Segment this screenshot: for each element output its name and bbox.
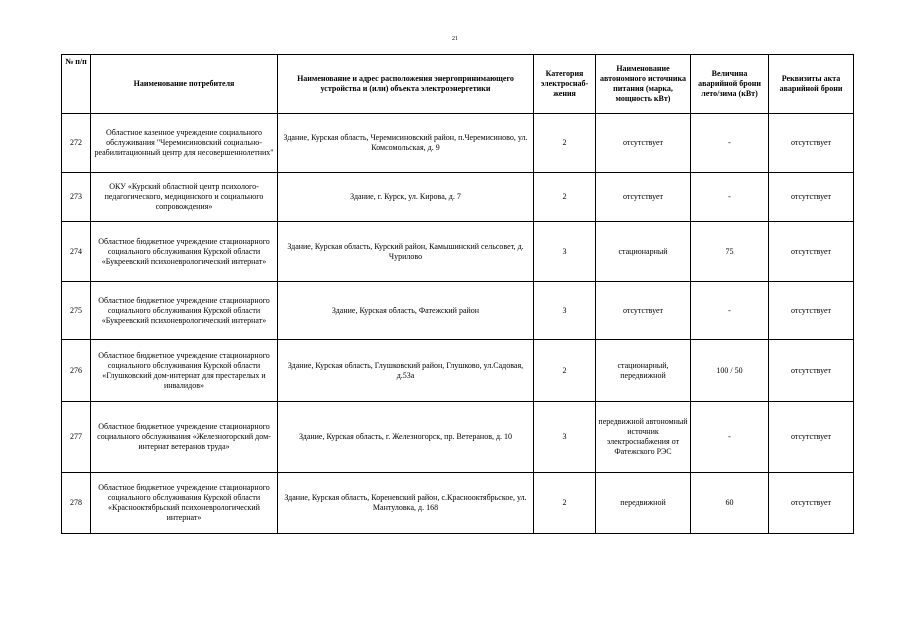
- cell-consumer: Областное бюджетное учреждение стационарного социального обслуживания Курской области «Букреевский психоневрологический интернат»: [91, 282, 278, 340]
- cell-category: 2: [534, 114, 596, 173]
- cell-category: 3: [534, 282, 596, 340]
- cell-num: 277: [62, 402, 91, 473]
- cell-source: отсутствует: [596, 282, 691, 340]
- cell-address: Здание, Курская область, Курский район, Камышинский сельсовет, д. Чурилово: [278, 222, 534, 282]
- cell-num: 275: [62, 282, 91, 340]
- table-row: [62, 114, 854, 173]
- cell-source: отсутствует: [596, 173, 691, 222]
- cell-num: 274: [62, 222, 91, 282]
- page-number: 21: [452, 36, 458, 42]
- cell-address: Здание, Курская область, Кореневский район, с.Краснооктябрьское, ул. Мантуловка, д. 168: [278, 473, 534, 534]
- header-consumer: Наименование потребителя: [91, 55, 278, 114]
- header-details: Реквизиты акта аварийной брони: [769, 55, 854, 114]
- cell-address: Здание, Курская область, г. Железногорск, пр. Ветеранов, д. 10: [278, 402, 534, 473]
- cell-consumer: Областное бюджетное учреждение стационарного социального обслуживания Курской области «Краснооктябрьский психоневрологический интернат»: [91, 473, 278, 534]
- cell-power: -: [691, 282, 769, 340]
- cell-num: 272: [62, 114, 91, 173]
- cell-num: 273: [62, 173, 91, 222]
- cell-category: 2: [534, 473, 596, 534]
- cell-power: -: [691, 402, 769, 473]
- cell-power: -: [691, 173, 769, 222]
- cell-details: отсутствует: [769, 402, 854, 473]
- table-row: [62, 473, 854, 534]
- emergency-power-table: [61, 54, 854, 534]
- cell-category: 2: [534, 173, 596, 222]
- header-source: Наименование автономного источника питания (марка, мощность кВт): [596, 55, 691, 114]
- cell-source: стационарный: [596, 222, 691, 282]
- table-row: [62, 173, 854, 222]
- cell-details: отсутствует: [769, 473, 854, 534]
- cell-source: передвижной автономный источник электроснабжения от Фатежского РЭС: [596, 402, 691, 473]
- table-row: [62, 222, 854, 282]
- cell-power: 100 / 50: [691, 340, 769, 402]
- cell-power: -: [691, 114, 769, 173]
- cell-details: отсутствует: [769, 340, 854, 402]
- table-row: [62, 402, 854, 473]
- table-header-row: [62, 55, 854, 114]
- cell-category: 3: [534, 222, 596, 282]
- cell-source: передвижной: [596, 473, 691, 534]
- cell-details: отсутствует: [769, 222, 854, 282]
- header-power: Величина аварийной брони лето/зима (кВт): [691, 55, 769, 114]
- cell-category: 2: [534, 340, 596, 402]
- cell-address: Здание, г. Курск, ул. Кирова, д. 7: [278, 173, 534, 222]
- cell-details: отсутствует: [769, 173, 854, 222]
- cell-source: стационарный, передвижной: [596, 340, 691, 402]
- cell-num: 276: [62, 340, 91, 402]
- cell-power: 75: [691, 222, 769, 282]
- cell-address: Здание, Курская область, Глушковский район, Глушково, ул.Садовая, д.53а: [278, 340, 534, 402]
- cell-consumer: Областное казенное учреждение социального обслуживания "Черемисиновский социально-реабилитационный центр для несовершеннолетних": [91, 114, 278, 173]
- table-row: [62, 282, 854, 340]
- cell-address: Здание, Курская область, Черемисиновский район, п.Черемисиново, ул. Комсомольская, д. 9: [278, 114, 534, 173]
- cell-details: отсутствует: [769, 282, 854, 340]
- table-row: [62, 340, 854, 402]
- cell-consumer: Областное бюджетное учреждение стационарного социального обслуживания «Железногорский дом- интернат ветеранов труда»: [91, 402, 278, 473]
- cell-details: отсутствует: [769, 114, 854, 173]
- header-address: Наименование и адрес расположения энергопринимающего устройства и (или) объекта электроэнергетики: [278, 55, 534, 114]
- cell-address: Здание, Курская область, Фатежский район: [278, 282, 534, 340]
- cell-source: отсутствует: [596, 114, 691, 173]
- cell-consumer: Областное бюджетное учреждение стационарного социального обслуживания Курской области «Букреевский психоневрологический интернат»: [91, 222, 278, 282]
- header-num: № п/п: [62, 55, 91, 114]
- cell-consumer: Областное бюджетное учреждение стационарного социального обслуживания Курской области «Глушковский дом-интернат для престарелых и инвалидов»: [91, 340, 278, 402]
- cell-num: 278: [62, 473, 91, 534]
- header-category: Категория электроснаб-жения: [534, 55, 596, 114]
- cell-category: 3: [534, 402, 596, 473]
- cell-power: 60: [691, 473, 769, 534]
- cell-consumer: ОКУ «Курский областной центр психолого- педагогического, медицинского и социального сопровождения»: [91, 173, 278, 222]
